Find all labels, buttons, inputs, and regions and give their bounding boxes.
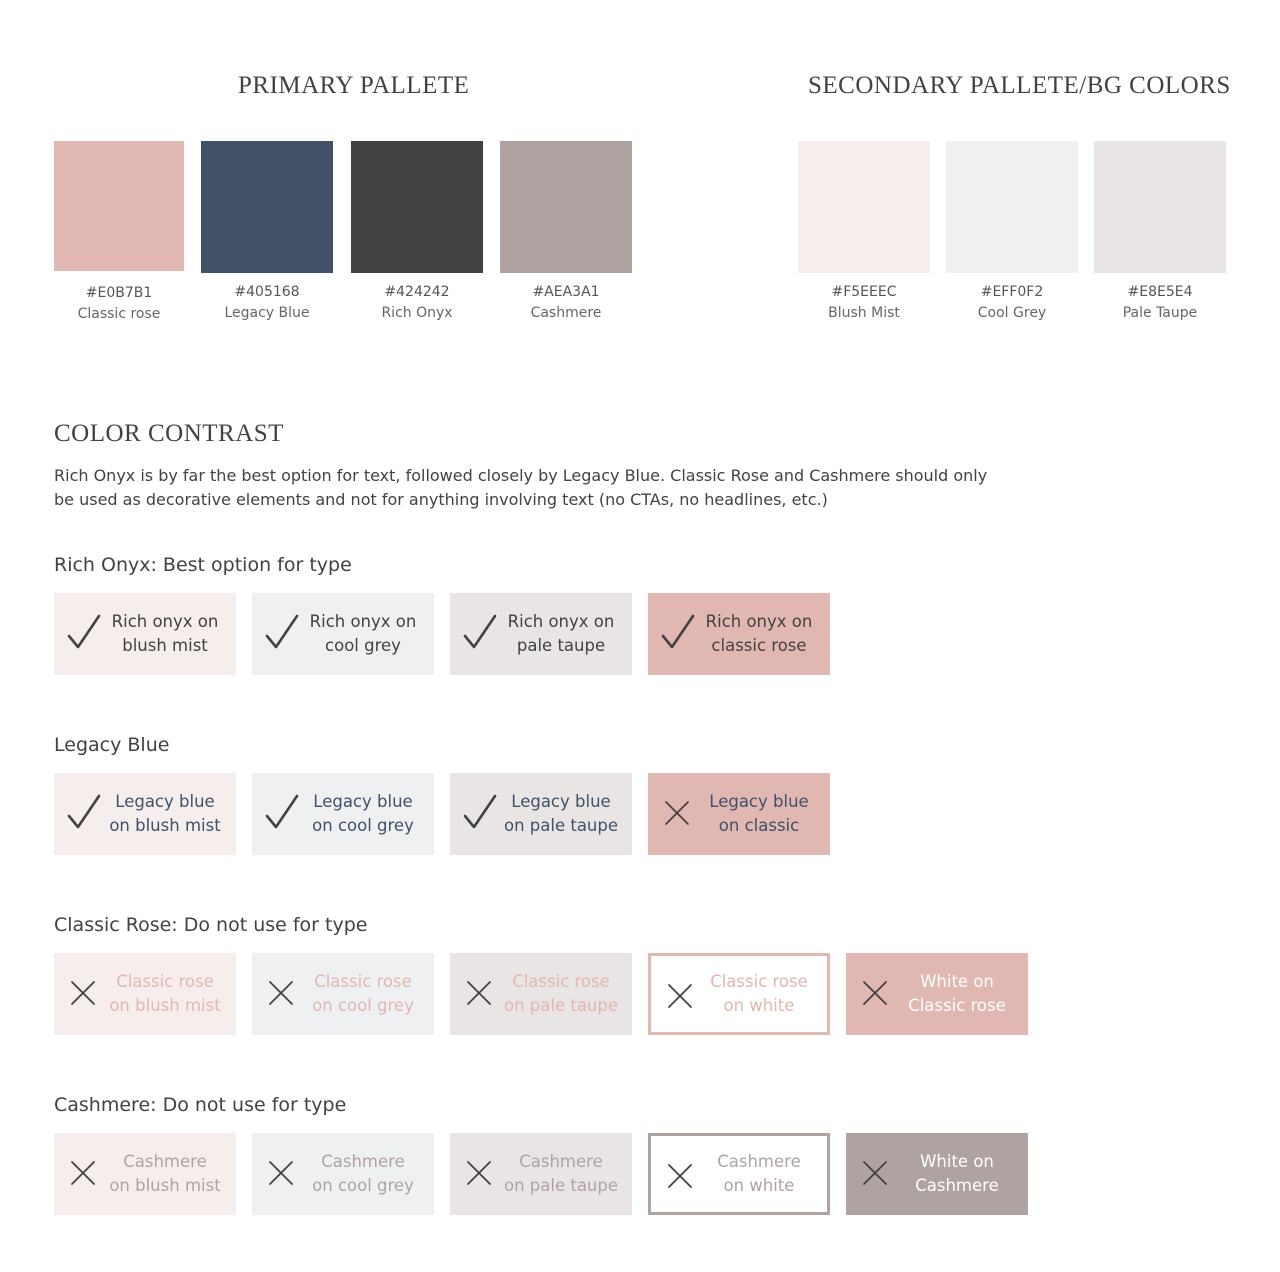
x-icon	[862, 980, 888, 1006]
x-icon	[70, 980, 96, 1006]
contrast-tile-line2: on classic	[718, 816, 800, 835]
contrast-tile-line1: Rich onyx on	[309, 612, 417, 631]
contrast-group-label: Legacy Blue	[54, 734, 170, 756]
contrast-tile-label	[894, 953, 1020, 1035]
x-icon	[466, 1160, 492, 1186]
secondary-palette-title: SECONDARY PALLETE/BG COLORS	[808, 72, 1231, 99]
contrast-tile-line1: Cashmere	[321, 1152, 405, 1171]
contrast-tile-line1: Rich onyx on	[705, 612, 813, 631]
swatch-pale-taupe	[1094, 141, 1226, 273]
contrast-tile-label	[102, 1133, 228, 1215]
swatch-name: Blush Mist	[828, 305, 900, 321]
contrast-tile-line1: White on	[920, 972, 994, 991]
contrast-tile	[846, 953, 1028, 1035]
contrast-tile-line2: pale taupe	[516, 636, 606, 655]
contrast-tile-label	[498, 953, 624, 1035]
swatch-legacy-blue	[201, 141, 333, 273]
swatch-hex: #AEA3A1	[532, 284, 600, 300]
swatch-cashmere	[500, 141, 632, 273]
contrast-tile-line1: Legacy blue	[313, 792, 413, 811]
contrast-tile	[648, 953, 830, 1035]
contrast-tile-line2: on blush mist	[109, 816, 221, 835]
color-contrast-title: COLOR CONTRAST	[54, 420, 284, 447]
contrast-tile	[648, 773, 830, 855]
x-icon	[268, 1160, 294, 1186]
swatch-name: Cool Grey	[977, 305, 1047, 321]
swatch-name: Legacy Blue	[224, 305, 310, 321]
swatch-name: Cashmere	[530, 305, 602, 321]
contrast-tile-label	[102, 593, 228, 675]
contrast-tile	[252, 1133, 434, 1215]
contrast-tile-label	[699, 1136, 819, 1212]
contrast-tile	[54, 593, 236, 675]
swatch-classic-rose	[54, 141, 184, 271]
contrast-tile-label	[300, 953, 426, 1035]
contrast-tile-line1: Classic rose	[314, 972, 412, 991]
x-icon	[667, 1163, 693, 1189]
contrast-tile-line2: on pale taupe	[503, 1176, 619, 1195]
contrast-tile	[54, 1133, 236, 1215]
swatch-hex: #405168	[234, 284, 300, 300]
contrast-tile-line1: Classic rose	[710, 972, 808, 991]
check-icon	[66, 612, 102, 652]
contrast-tile-line1: Cashmere	[519, 1152, 603, 1171]
swatch-hex: #E0B7B1	[85, 285, 153, 301]
contrast-tile-line2: on pale taupe	[503, 816, 619, 835]
contrast-tile-line2: on blush mist	[109, 996, 221, 1015]
contrast-tile-line2: cool grey	[325, 636, 401, 655]
x-icon	[70, 1160, 96, 1186]
contrast-tile-line2: on blush mist	[109, 1176, 221, 1195]
swatch-hex: #E8E5E4	[1127, 284, 1193, 300]
contrast-group-label: Classic Rose: Do not use for type	[54, 914, 368, 936]
check-icon	[66, 792, 102, 832]
contrast-tile-line1: Rich onyx on	[507, 612, 615, 631]
check-icon	[264, 612, 300, 652]
contrast-tile	[252, 593, 434, 675]
contrast-tile-label	[102, 773, 228, 855]
swatch-name: Rich Onyx	[381, 305, 453, 321]
x-icon	[268, 980, 294, 1006]
contrast-tile-line1: Cashmere	[717, 1152, 801, 1171]
contrast-tile-label	[699, 956, 819, 1032]
swatch-cool-grey	[946, 141, 1078, 273]
contrast-tile	[450, 773, 632, 855]
contrast-tile-line2: on cool grey	[312, 816, 414, 835]
contrast-tile-line1: Legacy blue	[511, 792, 611, 811]
x-icon	[466, 980, 492, 1006]
contrast-tile-line2: classic rose	[711, 636, 807, 655]
swatch-blush-mist	[798, 141, 930, 273]
contrast-tile	[450, 593, 632, 675]
contrast-group-label: Cashmere: Do not use for type	[54, 1094, 347, 1116]
contrast-tile	[648, 593, 830, 675]
contrast-tile-label	[300, 773, 426, 855]
contrast-tile-label	[300, 593, 426, 675]
contrast-tile-line2: on cool grey	[312, 1176, 414, 1195]
contrast-tile	[450, 1133, 632, 1215]
check-icon	[462, 612, 498, 652]
contrast-tile-line1: Classic rose	[116, 972, 214, 991]
contrast-tile	[252, 773, 434, 855]
contrast-tile-label	[696, 773, 822, 855]
contrast-tile-label	[894, 1133, 1020, 1215]
contrast-tile	[846, 1133, 1028, 1215]
contrast-tile	[648, 1133, 830, 1215]
contrast-tile-line2: on cool grey	[312, 996, 414, 1015]
contrast-tile-line1: Legacy blue	[709, 792, 809, 811]
x-icon	[664, 800, 690, 826]
contrast-tile-line1: Legacy blue	[115, 792, 215, 811]
contrast-tile-line2: Classic rose	[908, 996, 1006, 1015]
color-contrast-intro: Rich Onyx is by far the best option for text, followed closely by Legacy Blue. Classic Rose and Cashmere should only be used as decorative elements and not for anything involving text (no CTAs, no headlines, etc.)	[54, 466, 988, 509]
contrast-tile-label	[102, 953, 228, 1035]
contrast-tile-label	[696, 593, 822, 675]
contrast-tile-label	[300, 1133, 426, 1215]
swatch-rich-onyx	[351, 141, 483, 273]
contrast-tile-line1: White on	[920, 1152, 994, 1171]
contrast-tile-label	[498, 593, 624, 675]
contrast-tile-label	[498, 773, 624, 855]
contrast-tile	[54, 773, 236, 855]
contrast-tile-line1: Cashmere	[123, 1152, 207, 1171]
swatch-hex: #F5EEEC	[831, 284, 897, 300]
swatch-hex: #424242	[384, 284, 450, 300]
check-icon	[264, 792, 300, 832]
swatch-name: Pale Taupe	[1122, 305, 1198, 321]
contrast-tile-line1: Classic rose	[512, 972, 610, 991]
contrast-group-label: Rich Onyx: Best option for type	[54, 554, 352, 576]
swatch-name: Classic rose	[77, 306, 161, 322]
contrast-tile	[450, 953, 632, 1035]
contrast-tile-line2: on white	[723, 1176, 795, 1195]
contrast-tile-line2: on pale taupe	[503, 996, 619, 1015]
contrast-tile-line2: on white	[723, 996, 795, 1015]
contrast-tile-label	[498, 1133, 624, 1215]
contrast-tile-line2: Cashmere	[915, 1176, 999, 1195]
contrast-tile-line2: blush mist	[122, 636, 208, 655]
contrast-tile	[54, 953, 236, 1035]
x-icon	[667, 983, 693, 1009]
check-icon	[660, 612, 696, 652]
swatch-hex: #EFF0F2	[980, 284, 1044, 300]
primary-palette-title: PRIMARY PALLETE	[238, 72, 470, 99]
contrast-tile	[252, 953, 434, 1035]
check-icon	[462, 792, 498, 832]
contrast-tile-line1: Rich onyx on	[111, 612, 219, 631]
x-icon	[862, 1160, 888, 1186]
